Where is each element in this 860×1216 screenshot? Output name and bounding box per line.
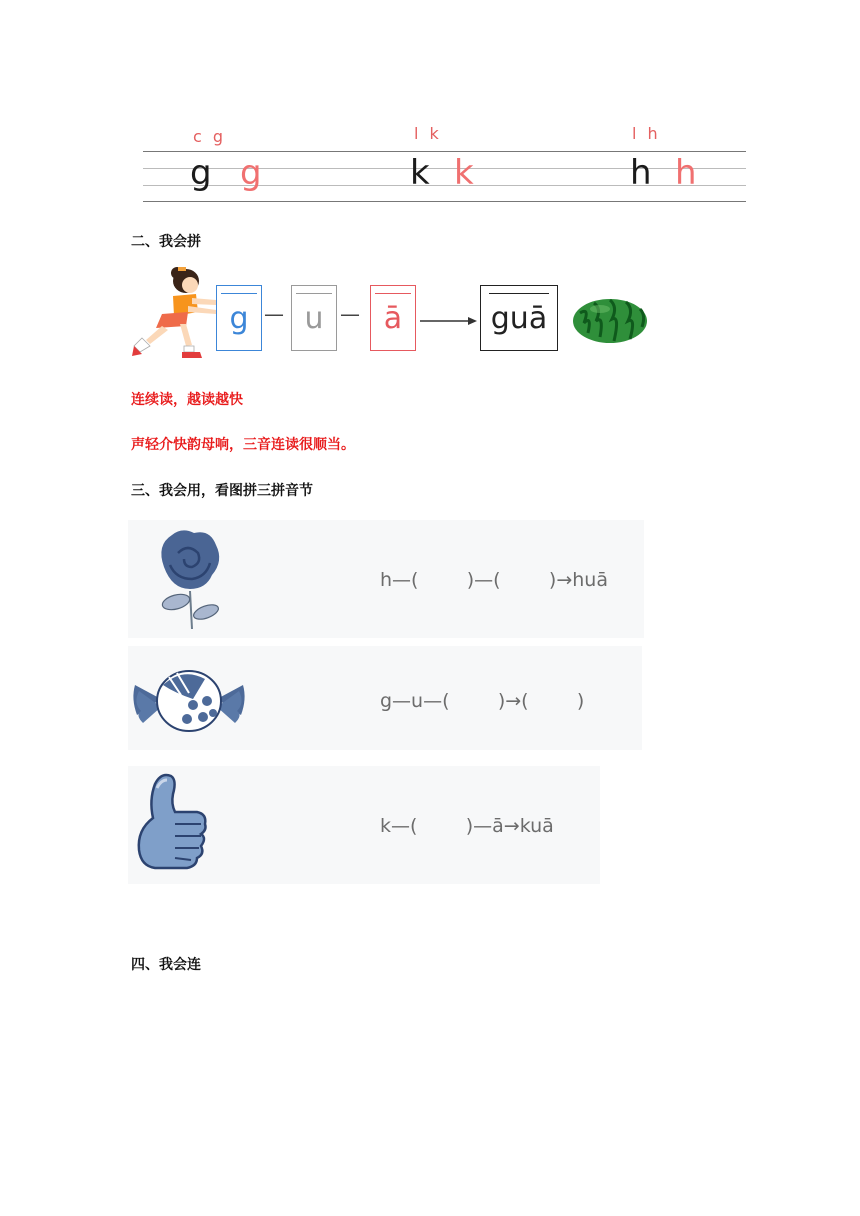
candy-icon [131, 655, 247, 743]
guide-line-bottom [143, 201, 746, 202]
thumbs-up-icon [131, 770, 211, 876]
pinyin-box-g [216, 285, 262, 351]
arrow-right-icon [420, 316, 478, 326]
pinyin-box-result [480, 285, 558, 351]
watermelon-icon [570, 293, 650, 345]
pinyin-box-u [291, 285, 337, 351]
formula-candy: g—u—( )→( ) [380, 690, 585, 712]
dash-1: — [264, 302, 284, 326]
guide-line-mid-upper [143, 168, 746, 169]
dash-2: — [340, 302, 360, 326]
letter-g-black: g [190, 153, 212, 193]
letter-h-black: h [630, 153, 652, 193]
flower-icon [150, 525, 226, 631]
formula-thumbs: k—( )—ā→kuā [380, 815, 554, 837]
letter-k-red: k [454, 153, 474, 193]
pinyin-box-a-label: ā [383, 300, 403, 336]
guide-line-mid-lower [143, 185, 746, 186]
pinyin-box-a [370, 285, 416, 351]
stroke-hint-h: l h [632, 124, 661, 143]
pinyin-box-g-label: g [229, 300, 249, 336]
section4-heading: 四、我会连 [131, 957, 201, 973]
reading-tip-2: 声轻介快韵母响，三音连读很顺当。 [131, 437, 355, 453]
stroke-hint-g: c g [193, 127, 227, 146]
pinyin-box-u-label: u [304, 300, 324, 336]
stroke-hint-k: l k [414, 124, 442, 143]
letter-k-black: k [410, 153, 430, 193]
formula-flower: h—( )—( )→huā [380, 569, 608, 591]
pinyin-box-result-label: guā [490, 300, 548, 336]
girl-pushing-illustration [128, 264, 220, 360]
reading-tip-1: 连续读，越读越快 [131, 392, 243, 408]
section2-heading: 二、我会拼 [131, 234, 201, 250]
letter-h-red: h [675, 153, 697, 193]
section3-heading: 三、我会用，看图拼三拼音节 [131, 483, 313, 499]
guide-line-top [143, 151, 746, 152]
letter-g-red: g [240, 153, 262, 193]
